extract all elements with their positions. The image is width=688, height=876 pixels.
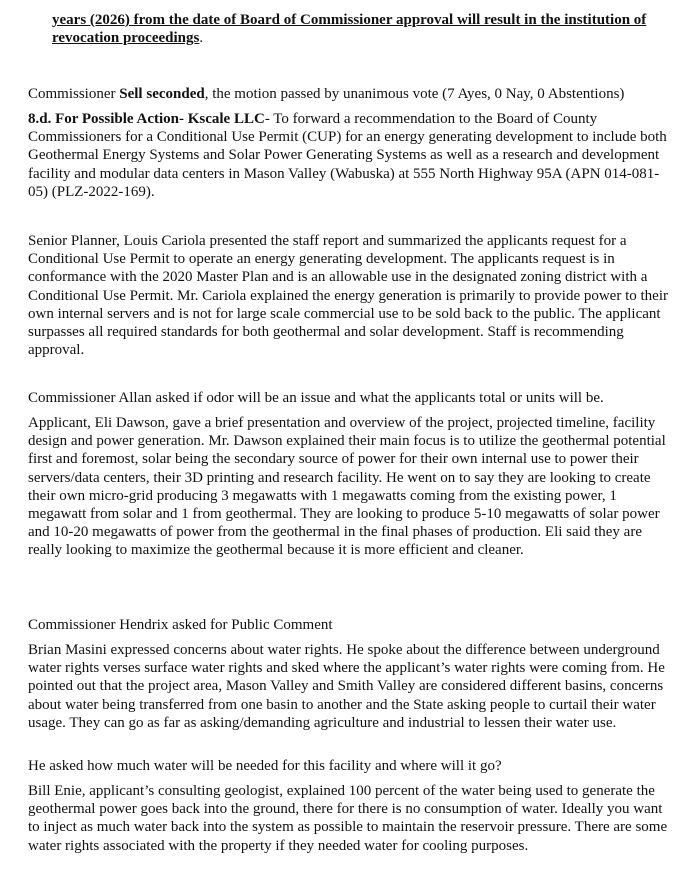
agenda-item-8d (28, 110, 668, 201)
public-comment-call: Commissioner Hendrix asked for Public Comment (28, 617, 333, 633)
water-question: He asked how much water will be needed for this facility and where will it go? (28, 758, 502, 774)
staff-report-paragraph: Senior Planner, Louis Cariola presented the staff report and summarized the applicants request for a Conditional Use Permit to operate an energy generating development. The applicants request is in conformance with the 2020 Master Plan and is an allowable use in the designated zoning district with a Conditional Use Permit. Mr. Cariola explained the energy generation is primarily to provide power to their own internal servers and is not for large scale commercial use to be sold back to the public. The applicant surpasses all required standards for both geothermal and solar development. Staff is recommending approval. (28, 233, 668, 359)
applicant-presentation-paragraph: Applicant, Eli Dawson, gave a brief presentation and overview of the project, projected timeline, facility design and power generation. Mr. Dawson explained their main focus is to utilize the geothermal potential first and foremost, solar being the secondary source of power for their own internal use to power their servers/data centers, their 3D printing and research facility. He went on to say they are looking to create their own micro-grid producing 3 megawatts with 1 megawatts coming from the existing power, 1 megawatt from solar and 1 from geothermal. They are looking to produce 5-10 megawatts of solar power and 10-20 megawatts of power from the geothermal in the final phases of production. Eli said they are really looking to maximize the geothermal because it is more efficient and cleaner. (28, 415, 666, 559)
motion-second-vote: Commissioner Sell seconded, the motion passed by unanimous vote (7 Ayes, 0 Nay, 0 Abstentions) (28, 86, 625, 102)
geologist-response-paragraph: Bill Enie, applicant’s consulting geologist, explained 100 percent of the water being used to generate the geothermal power goes back into the ground, there for there is no consumption of water. Ideally you want to inject as much water back into the system as possible to maintain the reservoir pressure. There are some water rights associated with the property if they needed water for cooling purposes. (28, 783, 668, 854)
agenda-item-description: - To forward a recommendation to the Board of County Commissioners for a Conditional Use Permit (CUP) for an energy generating development to include both Geothermal Energy Systems and Solar Power Generating Systems as well as a research and development facility and modular data centers in Mason Valley (Wabuska) at 555 North Highway 95A (APN 014-081-05) (PLZ-2022-169). (28, 111, 667, 200)
masini-comment-paragraph: Brian Masini expressed concerns about water rights. He spoke about the difference between underground water rights verses surface water rights and sked where the applicant’s water rights were coming from. He pointed out that the project area, Mason Valley and Smith Valley are considered different basins, concerns about water being transferred from one basin to another and the State asking people to curtail their water usage. They can go as far as asking/demanding agriculture and industrial to lessen their water use. (28, 642, 665, 731)
seconder: Sell seconded (119, 86, 205, 102)
revocation-warning: years (2026) from the date of Board of Commissioner approval will result in the institution of revocation proceedings (52, 12, 647, 47)
prior-motion-conditions-tail: years (2026) from the date of Board of Commissioner approval will result in the institution of revocation proceedings. (52, 12, 647, 47)
commissioner-allan-question: Commissioner Allan asked if odor will be an issue and what the applicants total or units will be. (28, 390, 604, 406)
agenda-item-heading: 8.d. For Possible Action- Kscale LLC (28, 111, 265, 127)
